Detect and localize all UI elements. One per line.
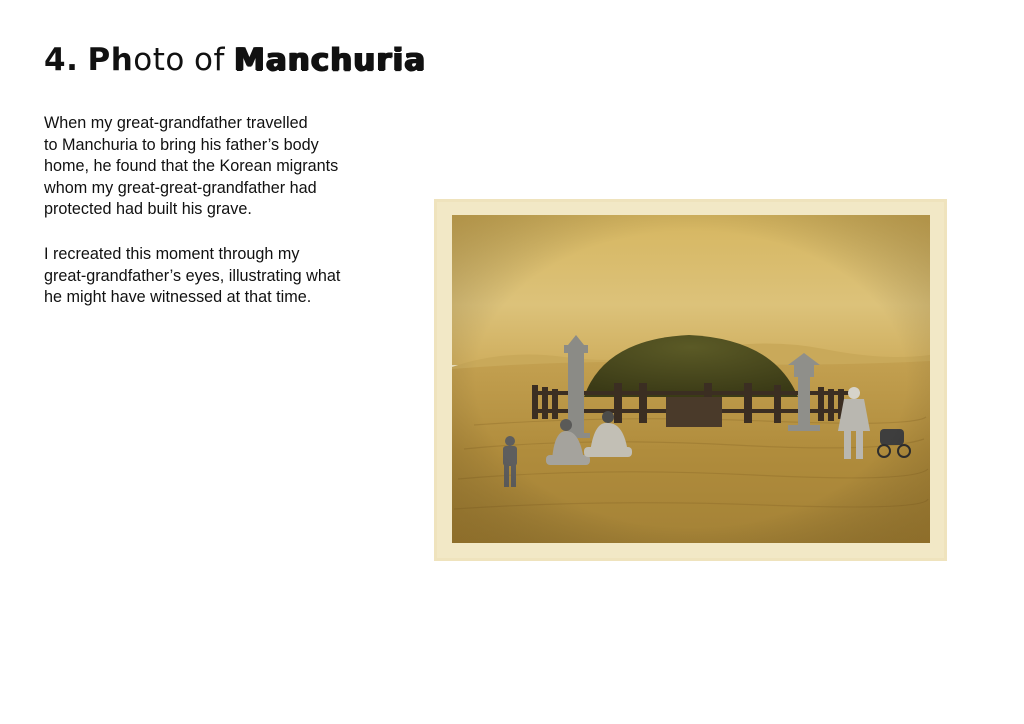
title-word-photo-start: Ph: [87, 42, 134, 78]
title-word-manchuria: Manchuria: [234, 42, 427, 78]
manchuria-grave-illustration: [434, 199, 947, 561]
description-paragraph-1: When my great-grandfather travelled to Manchuria to bring his father’s body home, he found that the Korean migrants whom my great-great-grandfather had protected had built his grave.: [44, 114, 339, 219]
title-word-photo-end: oto: [133, 42, 185, 78]
title-number: 4.: [44, 42, 79, 78]
title-word-of: of: [194, 42, 225, 78]
description-paragraph-2: I recreated this moment through my great-grandfather’s eyes, illustrating what he might have witnessed at that time.: [44, 245, 341, 307]
page-title: [44, 40, 426, 80]
